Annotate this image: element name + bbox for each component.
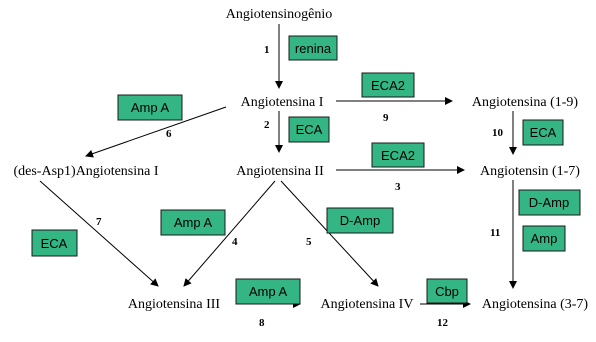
enzyme-renina	[289, 36, 337, 60]
enzyme-cbp-label: Cbp	[435, 284, 459, 299]
enzyme-eca2-mid-label: ECA2	[381, 148, 415, 163]
step-number-2: 2	[264, 119, 270, 131]
node-angiotensin-2: Angiotensina II	[236, 164, 324, 179]
enzyme-eca-mid-label: ECA	[295, 122, 323, 137]
enzyme-eca-left-label: ECA	[40, 236, 68, 251]
enzyme-amp-a-top	[118, 95, 182, 120]
step-number-5: 5	[306, 236, 312, 248]
step-number-12: 12	[437, 317, 448, 329]
enzyme-eca2-mid	[372, 143, 424, 167]
enzyme-amp-a-bottom-label: Amp A	[248, 284, 288, 299]
enzyme-eca2-top	[362, 73, 414, 97]
enzyme-eca2-top-label: ECA2	[371, 78, 405, 93]
step-number-4: 4	[232, 236, 238, 248]
step-number-9: 9	[383, 112, 389, 124]
enzyme-eca-right	[523, 120, 563, 145]
enzyme-eca-mid	[289, 117, 329, 142]
step-number-7: 7	[96, 216, 102, 228]
step-number-10: 10	[492, 127, 503, 139]
enzyme-amp-a-mid-label: Amp A	[173, 215, 213, 230]
node-angiotensinogen: Angiotensinogênio	[225, 7, 333, 22]
enzyme-amp-a-top-label: Amp A	[130, 100, 170, 115]
enzyme-eca-right-label: ECA	[529, 125, 557, 140]
enzyme-d-amp-mid-label: D-Amp	[339, 213, 381, 228]
enzyme-cbp	[427, 279, 467, 303]
step-number-8: 8	[259, 317, 265, 329]
node-angiotensin-1-7: Angiotensin (1-7)	[480, 164, 580, 179]
node-angiotensin-3: Angiotensina III	[127, 297, 221, 312]
step-number-1: 1	[264, 44, 270, 56]
node-angiotensin-1: Angiotensina I	[240, 95, 324, 110]
enzyme-d-amp-mid	[327, 208, 393, 233]
enzyme-amp-right	[523, 226, 565, 251]
step-number-6: 6	[166, 128, 172, 140]
enzyme-amp-right-label: Amp	[530, 231, 558, 246]
step-number-3: 3	[395, 181, 401, 193]
enzyme-amp-a-bottom	[236, 279, 300, 304]
node-angiotensin-3-7: Angiotensina (3-7)	[481, 297, 589, 312]
node-angiotensin-1-9: Angiotensina (1-9)	[471, 95, 579, 110]
enzyme-renina-label: renina	[294, 41, 332, 56]
enzyme-d-amp-right-label: D-Amp	[528, 195, 570, 210]
enzyme-d-amp-right	[519, 190, 580, 215]
step-number-11: 11	[490, 227, 501, 239]
enzyme-eca-left	[32, 230, 77, 256]
node-angiotensin-4: Angiotensina IV	[320, 297, 414, 312]
node-des-asp1-angiotensin-1: (des-Asp1)Angiotensina I	[13, 164, 159, 179]
enzyme-amp-a-mid	[161, 210, 225, 235]
